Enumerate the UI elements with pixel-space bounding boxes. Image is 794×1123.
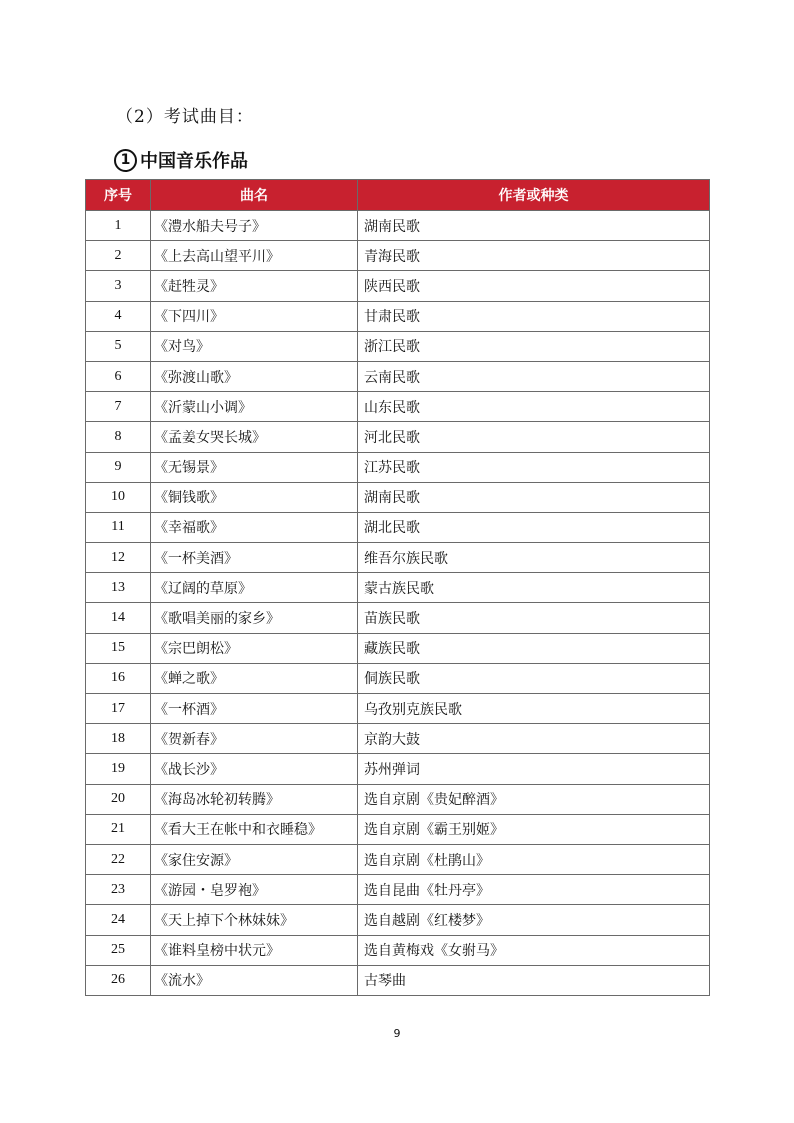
- row-author-or-type: 河北民歌: [358, 422, 710, 452]
- table-row: [86, 452, 710, 482]
- header-author-or-type: 作者或种类: [358, 180, 710, 211]
- row-index: 16: [86, 663, 151, 693]
- row-index: 1: [86, 211, 151, 241]
- table-row: [86, 844, 710, 874]
- row-author-or-type: 湖北民歌: [358, 512, 710, 542]
- section-title: [114, 146, 248, 174]
- table-row: [86, 543, 710, 573]
- row-author-or-type: 湖南民歌: [358, 211, 710, 241]
- repertoire-table: [85, 179, 710, 996]
- section-title-text: 中国音乐作品: [140, 151, 248, 172]
- row-author-or-type: 京韵大鼓: [358, 724, 710, 754]
- row-author-or-type: 青海民歌: [358, 241, 710, 271]
- row-author-or-type: 乌孜别克族民歌: [358, 694, 710, 724]
- row-author-or-type: 选自黄梅戏《女驸马》: [358, 935, 710, 965]
- table-row: [86, 361, 710, 391]
- row-author-or-type: 维吾尔族民歌: [358, 543, 710, 573]
- row-index: 26: [86, 965, 151, 995]
- row-index: 8: [86, 422, 151, 452]
- row-index: 7: [86, 392, 151, 422]
- table-row: [86, 875, 710, 905]
- table-row: [86, 754, 710, 784]
- row-author-or-type: 古琴曲: [358, 965, 710, 995]
- row-index: 19: [86, 754, 151, 784]
- table-row: [86, 905, 710, 935]
- row-index: 15: [86, 633, 151, 663]
- row-author-or-type: 云南民歌: [358, 361, 710, 391]
- row-author-or-type: 浙江民歌: [358, 331, 710, 361]
- row-author-or-type: 甘肃民歌: [358, 301, 710, 331]
- table-row: [86, 482, 710, 512]
- row-index: 23: [86, 875, 151, 905]
- row-index: 10: [86, 482, 151, 512]
- row-author-or-type: 选自京剧《贵妃醉酒》: [358, 784, 710, 814]
- row-title: 《幸福歌》: [151, 512, 358, 542]
- row-author-or-type: 侗族民歌: [358, 663, 710, 693]
- row-title: 《下四川》: [151, 301, 358, 331]
- row-author-or-type: 选自越剧《红楼梦》: [358, 905, 710, 935]
- table-row: [86, 271, 710, 301]
- row-title: 《蝉之歌》: [151, 663, 358, 693]
- row-author-or-type: 苏州弹词: [358, 754, 710, 784]
- row-title: 《海岛冰轮初转腾》: [151, 784, 358, 814]
- header-title: 曲名: [151, 180, 358, 211]
- row-title: 《对鸟》: [151, 331, 358, 361]
- table-row: [86, 784, 710, 814]
- row-title: 《歌唱美丽的家乡》: [151, 603, 358, 633]
- row-index: 22: [86, 844, 151, 874]
- row-author-or-type: 藏族民歌: [358, 633, 710, 663]
- row-index: 6: [86, 361, 151, 391]
- section-number-circle: 1: [114, 149, 137, 172]
- row-author-or-type: 江苏民歌: [358, 452, 710, 482]
- row-index: 20: [86, 784, 151, 814]
- table-row: [86, 241, 710, 271]
- row-author-or-type: 陕西民歌: [358, 271, 710, 301]
- row-title: 《沂蒙山小调》: [151, 392, 358, 422]
- table-row: [86, 512, 710, 542]
- row-title: 《天上掉下个林妹妹》: [151, 905, 358, 935]
- table-row: [86, 573, 710, 603]
- table-row: [86, 814, 710, 844]
- row-title: 《看大王在帐中和衣睡稳》: [151, 814, 358, 844]
- row-title: 《一杯酒》: [151, 694, 358, 724]
- header-index: 序号: [86, 180, 151, 211]
- table-row: [86, 392, 710, 422]
- row-title: 《弥渡山歌》: [151, 361, 358, 391]
- table-row: [86, 633, 710, 663]
- table-row: [86, 603, 710, 633]
- row-index: 25: [86, 935, 151, 965]
- table-row: [86, 331, 710, 361]
- subheading: （2）考试曲目：: [116, 107, 254, 127]
- row-title: 《上去高山望平川》: [151, 241, 358, 271]
- row-author-or-type: 选自京剧《霸王别姬》: [358, 814, 710, 844]
- row-index: 13: [86, 573, 151, 603]
- page-number: 9: [393, 1027, 401, 1040]
- row-index: 9: [86, 452, 151, 482]
- row-title: 《宗巴朗松》: [151, 633, 358, 663]
- table-row: [86, 694, 710, 724]
- row-title: 《澧水船夫号子》: [151, 211, 358, 241]
- row-title: 《贺新春》: [151, 724, 358, 754]
- row-title: 《战长沙》: [151, 754, 358, 784]
- row-index: 4: [86, 301, 151, 331]
- row-author-or-type: 蒙古族民歌: [358, 573, 710, 603]
- table-row: [86, 211, 710, 241]
- table-row: [86, 965, 710, 995]
- table-row: [86, 301, 710, 331]
- table-row: [86, 935, 710, 965]
- row-author-or-type: 苗族民歌: [358, 603, 710, 633]
- row-title: 《无锡景》: [151, 452, 358, 482]
- table-header-row: [86, 180, 710, 211]
- table-body: [86, 211, 710, 996]
- row-author-or-type: 湖南民歌: [358, 482, 710, 512]
- row-index: 17: [86, 694, 151, 724]
- row-title: 《孟姜女哭长城》: [151, 422, 358, 452]
- row-title: 《谁料皇榜中状元》: [151, 935, 358, 965]
- row-author-or-type: 选自昆曲《牡丹亭》: [358, 875, 710, 905]
- row-index: 12: [86, 543, 151, 573]
- row-title: 《流水》: [151, 965, 358, 995]
- row-index: 24: [86, 905, 151, 935]
- row-index: 11: [86, 512, 151, 542]
- row-title: 《辽阔的草原》: [151, 573, 358, 603]
- row-index: 18: [86, 724, 151, 754]
- row-title: 《赶牲灵》: [151, 271, 358, 301]
- row-title: 《家住安源》: [151, 844, 358, 874]
- row-index: 3: [86, 271, 151, 301]
- table-row: [86, 663, 710, 693]
- row-author-or-type: 山东民歌: [358, 392, 710, 422]
- table-row: [86, 422, 710, 452]
- row-index: 2: [86, 241, 151, 271]
- row-author-or-type: 选自京剧《杜鹃山》: [358, 844, 710, 874]
- row-index: 21: [86, 814, 151, 844]
- row-index: 5: [86, 331, 151, 361]
- row-title: 《游园・皂罗袍》: [151, 875, 358, 905]
- table-row: [86, 724, 710, 754]
- row-title: 《铜钱歌》: [151, 482, 358, 512]
- row-index: 14: [86, 603, 151, 633]
- row-title: 《一杯美酒》: [151, 543, 358, 573]
